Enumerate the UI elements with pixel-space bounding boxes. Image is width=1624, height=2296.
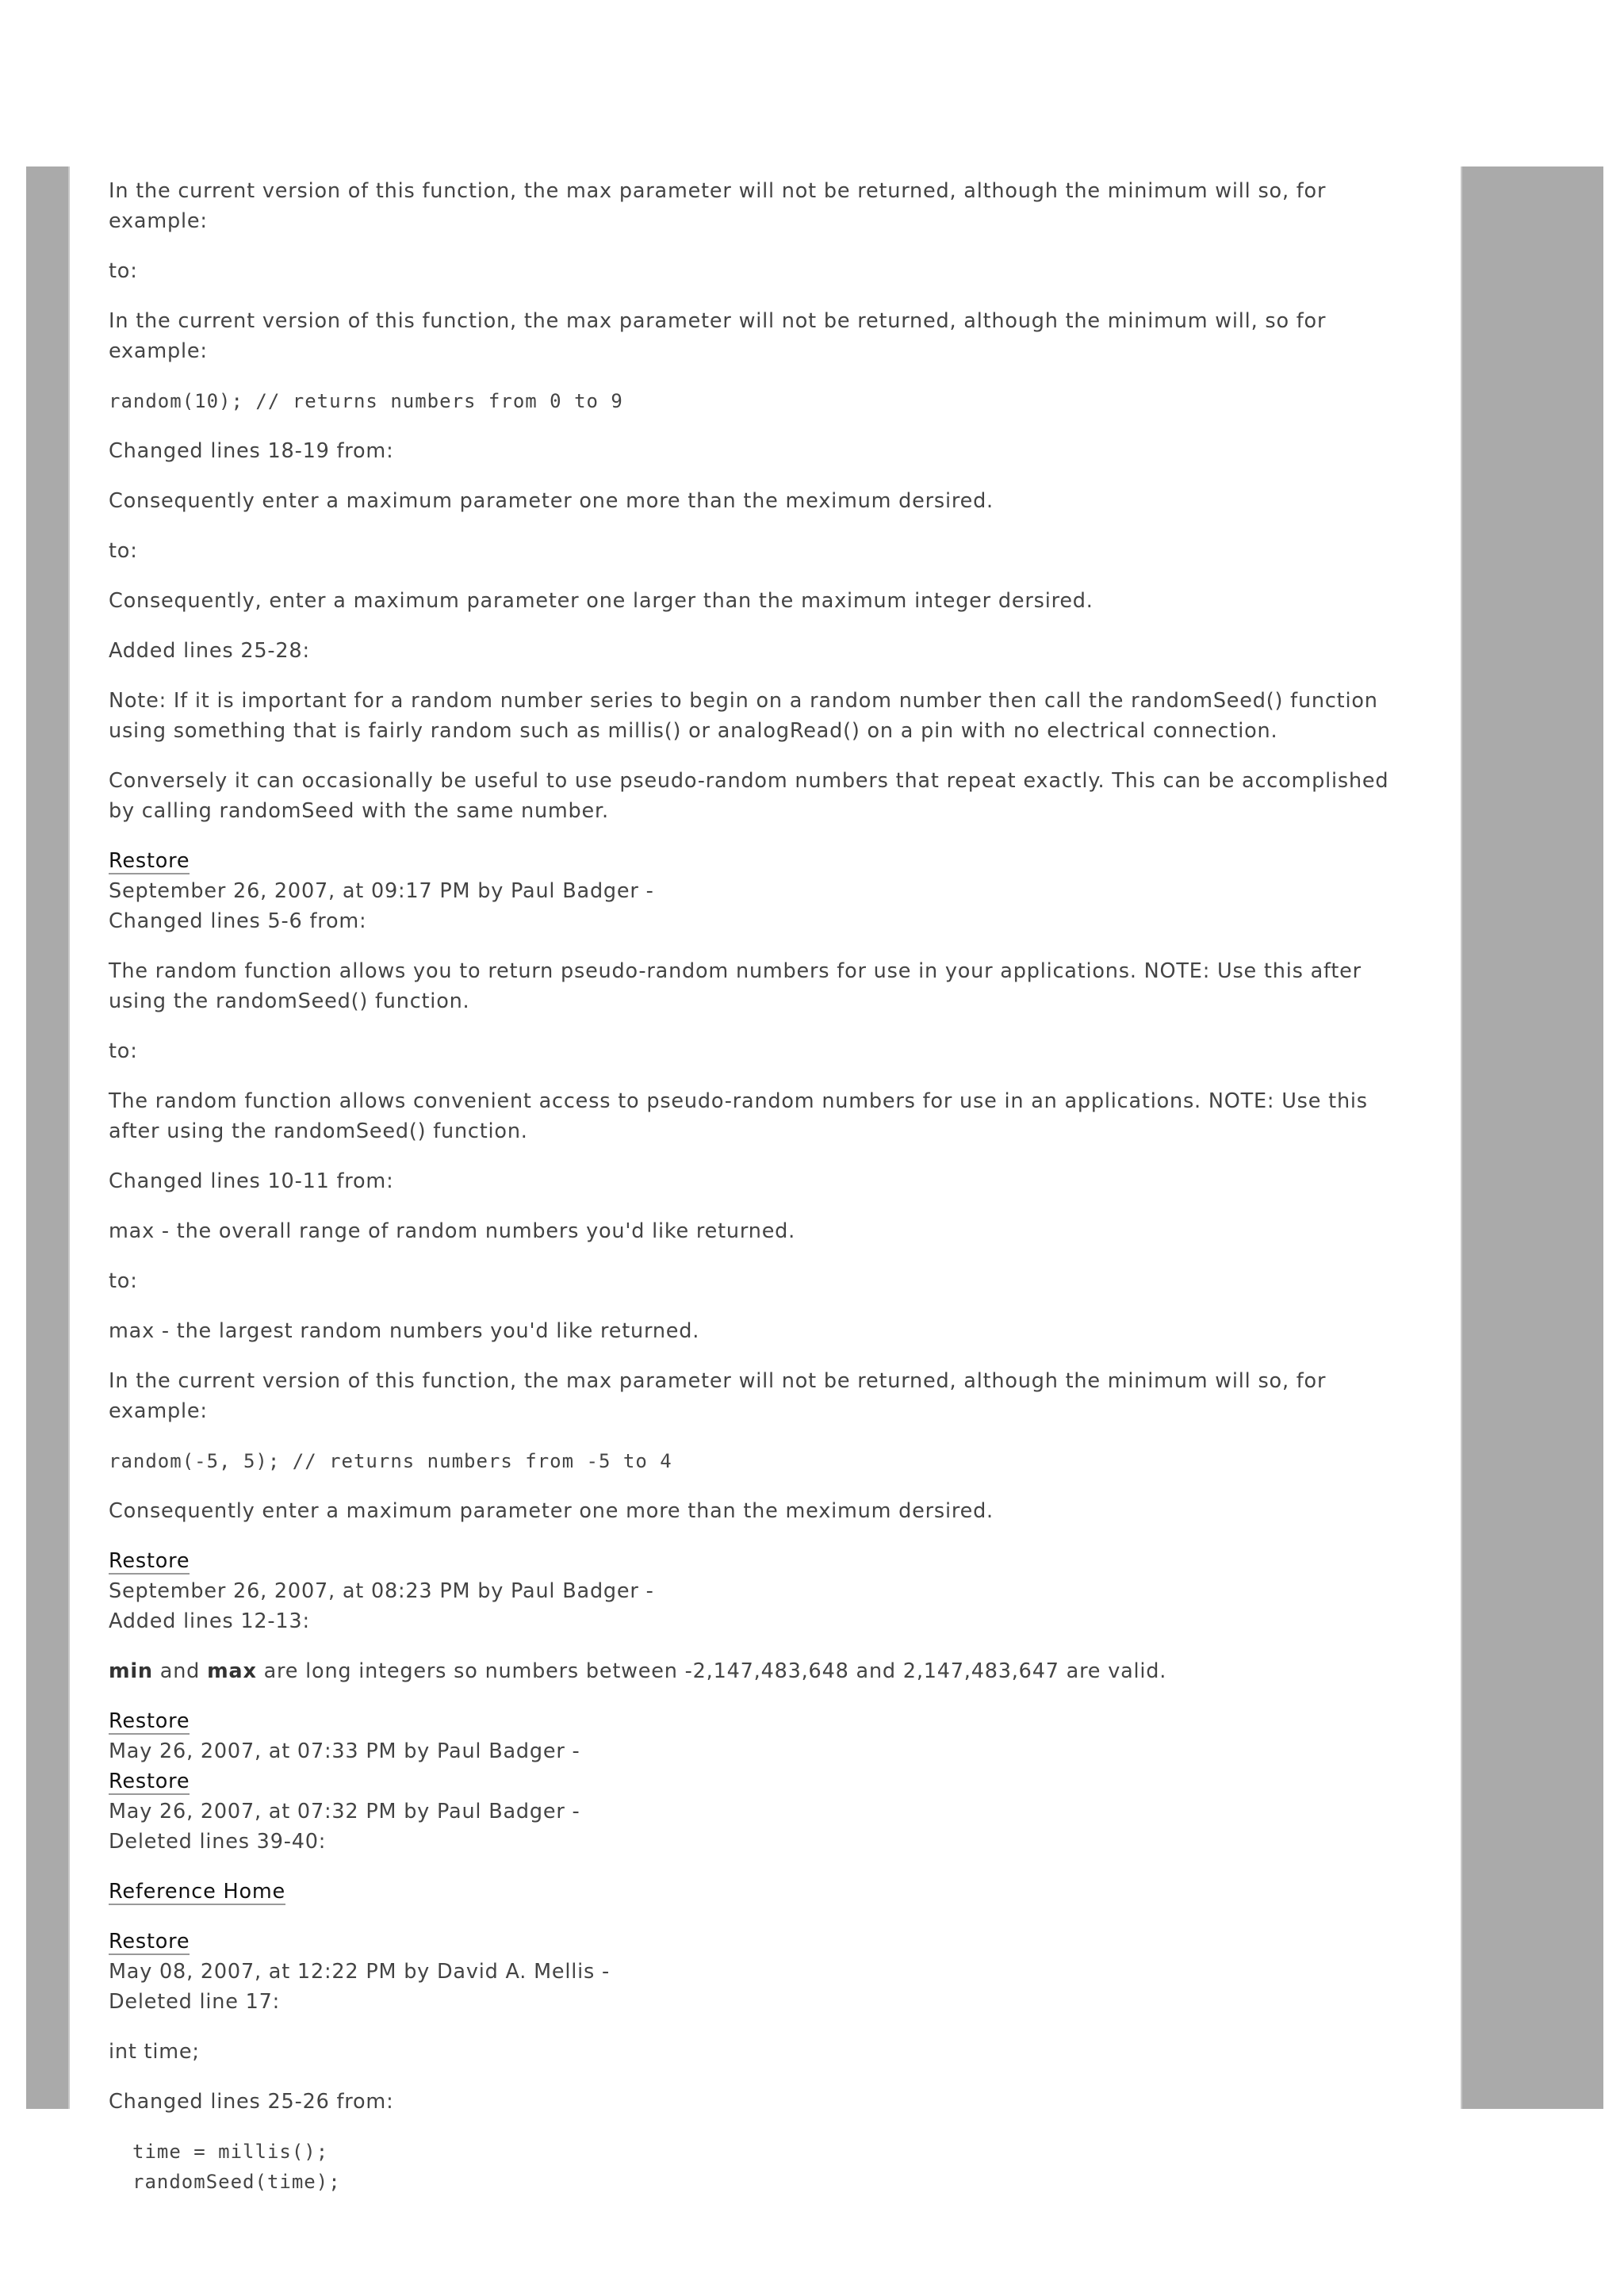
revision-restore-row xyxy=(109,1546,1404,1576)
reference-home-link[interactable]: Reference Home xyxy=(109,1880,286,1904)
param-min: min xyxy=(109,1659,153,1683)
diff-text: In the current version of this function, the max parameter will not be returned, although the minimum will, so for example: xyxy=(109,309,1327,363)
diff-text: to: xyxy=(109,1039,138,1063)
right-sidebar-bar xyxy=(1461,166,1603,2109)
restore-link[interactable]: Restore xyxy=(109,1549,190,1573)
revision-restore-row xyxy=(109,1766,1404,1797)
param-max: max xyxy=(207,1659,257,1683)
revision-meta: May 26, 2007, at 07:33 PM by Paul Badger - xyxy=(109,1739,580,1763)
text-fragment: and xyxy=(152,1659,208,1683)
code-line: time = millis(); xyxy=(132,2141,329,2163)
restore-link[interactable]: Restore xyxy=(109,1930,190,1954)
diff-heading: Deleted line 17: xyxy=(109,1990,281,2014)
diff-text: to: xyxy=(109,539,138,563)
revision-meta: September 26, 2007, at 09:17 PM by Paul Badger - xyxy=(109,879,654,903)
restore-link[interactable]: Restore xyxy=(109,1770,190,1793)
diff-heading: Changed lines 5-6 from: xyxy=(109,909,367,933)
diff-heading: Added lines 12-13: xyxy=(109,1609,310,1633)
diff-text: The random function allows convenient access to pseudo-random numbers for use in an applications. NOTE: Use this after using the randomSeed() function. xyxy=(109,1089,1368,1143)
code-line: randomSeed(time); xyxy=(132,2171,341,2193)
diff-text: int time; xyxy=(109,2040,200,2064)
diff-heading: Changed lines 10-11 from: xyxy=(109,1169,394,1193)
diff-text: max - the overall range of random numbers you'd like returned. xyxy=(109,1219,796,1243)
diff-heading: Added lines 25-28: xyxy=(109,639,310,663)
revision-meta: May 08, 2007, at 12:22 PM by David A. Mellis - xyxy=(109,1960,611,1984)
page-history-content xyxy=(109,176,1404,2217)
revision-restore-row xyxy=(109,846,1404,876)
diff-text: The random function allows you to return pseudo-random numbers for use in your applications. NOTE: Use this after using the randomSeed() function. xyxy=(109,959,1362,1013)
reference-home-row xyxy=(109,1877,1404,1907)
text-fragment: are long integers so numbers between -2,147,483,648 and 2,147,483,647 are valid. xyxy=(256,1659,1167,1683)
diff-text: Conversely it can occasionally be useful to use pseudo-random numbers that repeat exactly. This can be accomplished by calling randomSeed with the same number. xyxy=(109,769,1389,823)
revision-meta: May 26, 2007, at 07:32 PM by Paul Badger - xyxy=(109,1800,580,1823)
diff-text: Note: If it is important for a random number series to begin on a random number then call the randomSeed() function using something that is fairly random such as millis() or analogRead() on a pin with no electrical connection. xyxy=(109,689,1378,743)
diff-text: to: xyxy=(109,259,138,283)
diff-text: In the current version of this function, the max parameter will not be returned, although the minimum will so, for example: xyxy=(109,1369,1327,1423)
restore-link[interactable]: Restore xyxy=(109,849,190,873)
revision-restore-row xyxy=(109,1927,1404,1957)
code-example: random(-5, 5); // returns numbers from -5 to 4 xyxy=(109,1450,672,1472)
code-example: random(10); // returns numbers from 0 to 9 xyxy=(109,390,623,412)
diff-text: In the current version of this function, the max parameter will not be returned, although the minimum will so, for example: xyxy=(109,179,1327,233)
diff-text: max - the largest random numbers you'd like returned. xyxy=(109,1319,700,1343)
revision-meta: September 26, 2007, at 08:23 PM by Paul Badger - xyxy=(109,1579,654,1603)
diff-heading: Changed lines 18-19 from: xyxy=(109,439,394,463)
diff-text: Consequently enter a maximum parameter one more than the meximum dersired. xyxy=(109,489,994,513)
revision-restore-row xyxy=(109,1706,1404,1736)
diff-text: to: xyxy=(109,1269,138,1293)
diff-heading: Changed lines 25-26 from: xyxy=(109,2090,394,2114)
diff-text: Consequently enter a maximum parameter one more than the meximum dersired. xyxy=(109,1499,994,1523)
restore-link[interactable]: Restore xyxy=(109,1709,190,1733)
diff-heading: Deleted lines 39-40: xyxy=(109,1830,327,1854)
diff-text: Consequently, enter a maximum parameter one larger than the maximum integer dersired. xyxy=(109,589,1094,613)
left-sidebar-bar xyxy=(26,166,70,2109)
diff-text xyxy=(109,1656,1404,1686)
